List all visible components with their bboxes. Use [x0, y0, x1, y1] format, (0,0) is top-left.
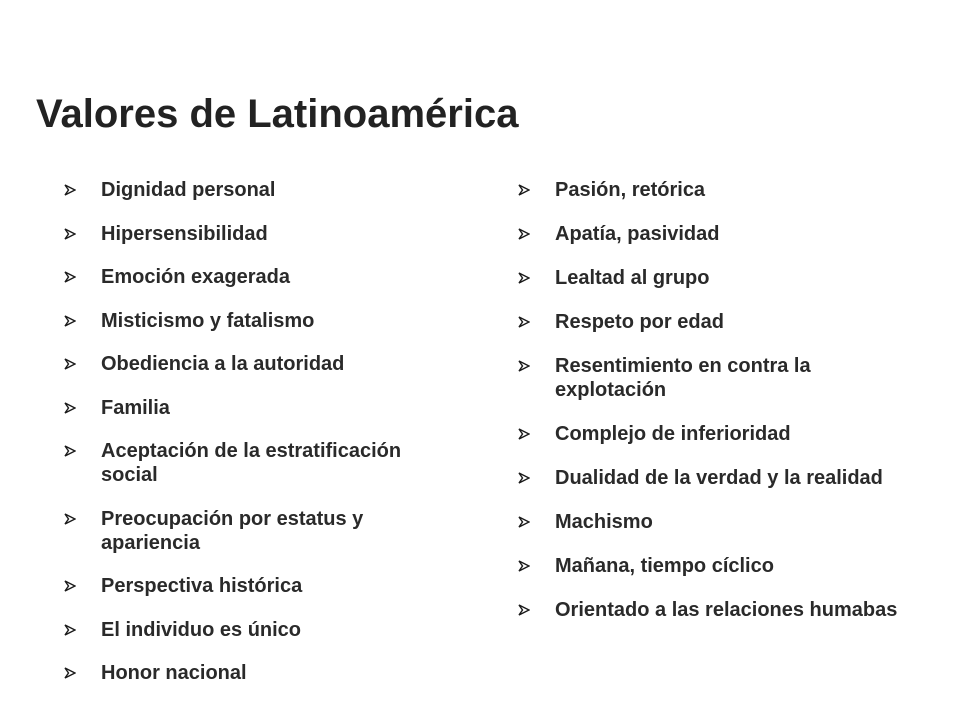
list-item: [64, 439, 444, 487]
right-value-list: [518, 178, 898, 642]
list-item: [64, 618, 444, 642]
left-value-list: [64, 178, 444, 705]
arrowhead-bullet-icon: [64, 624, 76, 636]
arrowhead-bullet-icon: [518, 228, 530, 240]
list-item-text: Pasión, retórica: [555, 179, 706, 201]
list-item-text: Dualidad de la verdad y la realidad: [555, 467, 883, 489]
arrowhead-bullet-icon: [518, 428, 530, 440]
list-item-text: Familia: [101, 396, 170, 419]
arrowhead-bullet-icon: [64, 445, 76, 457]
list-item-text: Complejo de inferioridad: [555, 423, 791, 445]
list-item: [518, 310, 898, 334]
list-item: [518, 354, 898, 402]
list-item-text: Perspectiva histórica: [101, 575, 303, 597]
list-item: [64, 396, 444, 420]
list-item: [518, 598, 898, 622]
list-item-text: Hipersensibilidad: [101, 222, 268, 245]
arrowhead-bullet-icon: [64, 358, 76, 370]
list-item-text: Resentimiento en contra la explotación: [555, 355, 811, 401]
arrowhead-bullet-icon: [64, 184, 76, 196]
arrowhead-bullet-icon: [518, 604, 530, 616]
arrowhead-bullet-icon: [64, 513, 76, 525]
list-item: [64, 178, 444, 202]
arrowhead-bullet-icon: [64, 315, 76, 327]
list-item-text: Aceptación de la estratificación social: [101, 440, 402, 486]
list-item: [518, 510, 898, 534]
arrowhead-bullet-icon: [518, 316, 530, 328]
list-item-text: El individuo es único: [101, 618, 302, 641]
arrowhead-bullet-icon: [518, 272, 530, 284]
list-item: [518, 422, 898, 446]
arrowhead-bullet-icon: [518, 516, 530, 528]
arrowhead-bullet-icon: [518, 472, 530, 484]
list-item-text: Lealtad al grupo: [555, 267, 710, 289]
list-item: [518, 466, 898, 490]
arrowhead-bullet-icon: [64, 580, 76, 592]
arrowhead-bullet-icon: [518, 360, 530, 372]
arrowhead-bullet-icon: [64, 271, 76, 283]
list-item-text: Emoción exagerada: [101, 266, 290, 288]
list-item: [64, 574, 444, 598]
arrowhead-bullet-icon: [518, 184, 530, 196]
list-item-text: Preocupación por estatus y apariencia: [101, 507, 364, 554]
list-item-text: Dignidad personal: [101, 179, 276, 201]
arrowhead-bullet-icon: [64, 667, 76, 679]
arrowhead-bullet-icon: [64, 228, 76, 240]
list-item: [64, 352, 444, 376]
list-item-text: Misticismo y fatalismo: [101, 309, 315, 332]
list-item: [64, 222, 444, 246]
list-item: [518, 266, 898, 290]
list-item-text: Honor nacional: [101, 662, 247, 684]
list-item-text: Mañana, tiempo cíclico: [555, 555, 774, 577]
list-item-text: Apatía, pasividad: [555, 223, 720, 245]
list-item: [64, 661, 444, 685]
list-item-text: Machismo: [555, 511, 653, 533]
list-item-text: Obediencia a la autoridad: [101, 353, 345, 375]
slide-title: Valores de Latinoamérica: [36, 92, 519, 136]
list-item: [518, 554, 898, 578]
arrowhead-bullet-icon: [518, 560, 530, 572]
list-item-text: Orientado a las relaciones humabas: [555, 599, 898, 621]
list-item: [518, 178, 898, 202]
list-item: [64, 265, 444, 289]
list-item: [518, 222, 898, 246]
list-item-text: Respeto por edad: [555, 311, 724, 333]
arrowhead-bullet-icon: [64, 402, 76, 414]
list-item: [64, 309, 444, 333]
list-item: [64, 507, 444, 555]
